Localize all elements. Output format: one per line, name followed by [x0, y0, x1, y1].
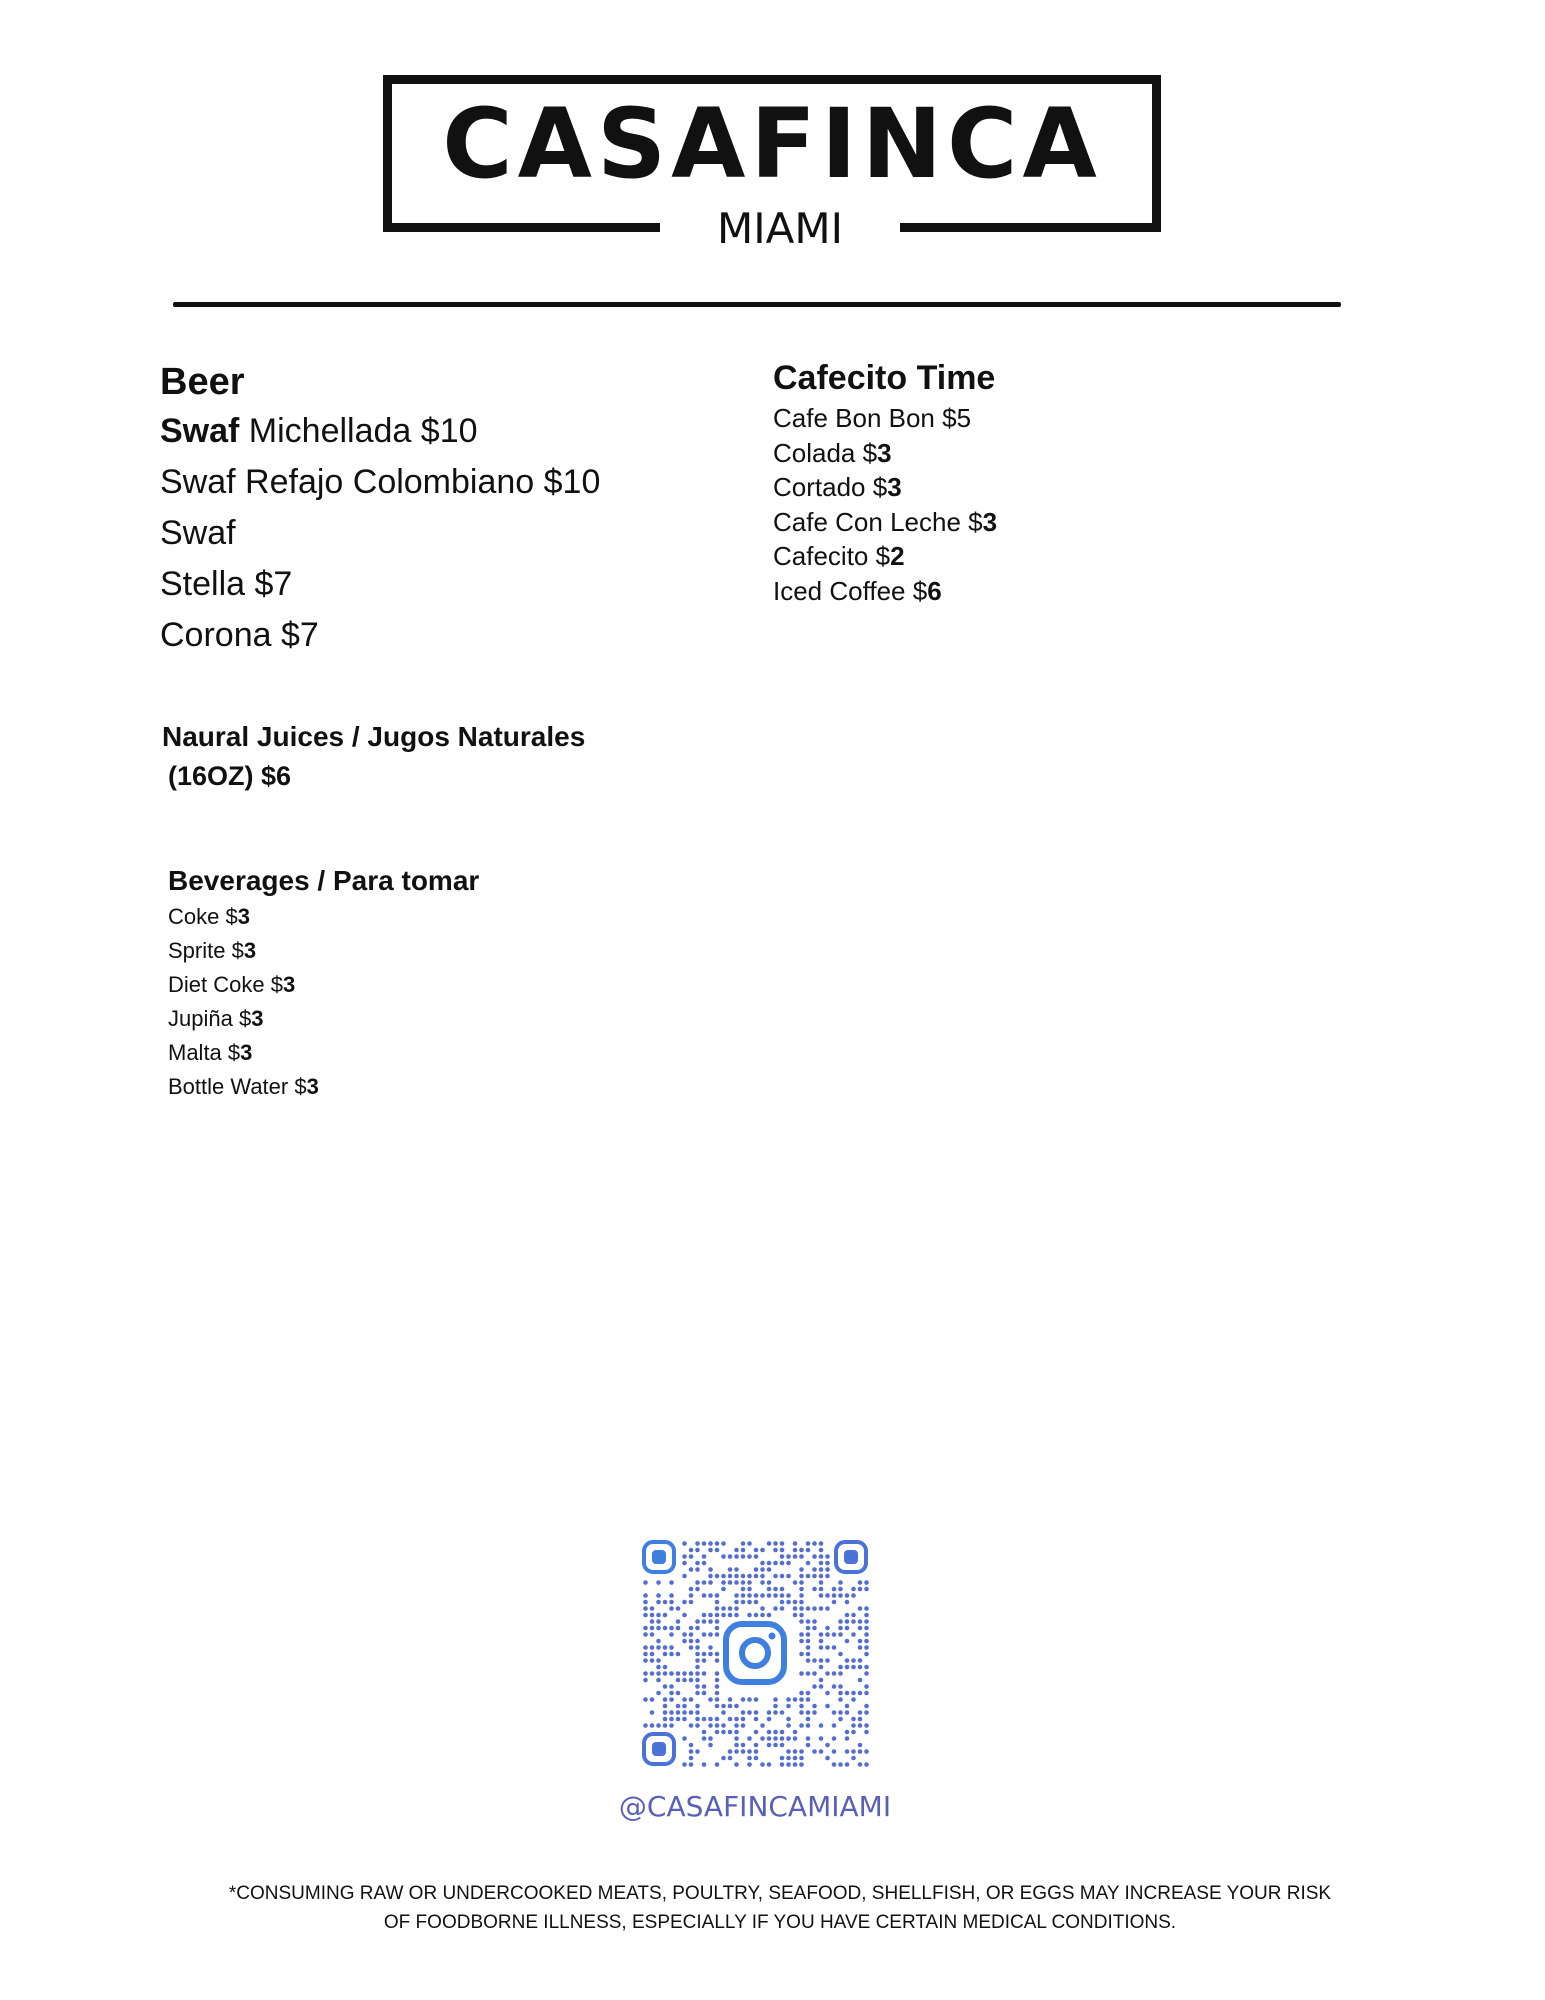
beverage-price: 3 — [251, 1006, 264, 1031]
beverage-item — [168, 968, 479, 1002]
qr-finder-top-right — [836, 1542, 866, 1572]
juices-heading: Naural Juices / Jugos Naturales — [162, 721, 586, 752]
beverage-item — [168, 1036, 479, 1070]
beverage-price: 3 — [240, 1040, 253, 1065]
beer-item-text: Swaf — [160, 514, 236, 552]
beverage-item — [168, 1070, 479, 1104]
juices-price: (16OZ) $6 — [168, 761, 292, 791]
instagram-handle: @CASAFINCAMIAMI — [618, 1790, 892, 1823]
cafecito-name: Cafe Bon Bon $5 — [773, 403, 972, 433]
beer-item — [160, 559, 600, 610]
cafecito-price: 2 — [890, 541, 905, 571]
cafecito-item — [773, 574, 997, 609]
beverage-name: Malta $ — [168, 1040, 241, 1065]
cafecito-price: 6 — [927, 575, 942, 606]
beverage-name: Diet Coke $ — [168, 972, 283, 997]
instagram-qr-code[interactable] — [640, 1538, 870, 1768]
food-safety-disclaimer — [180, 1879, 1380, 1937]
disclaimer-line: *CONSUMING RAW OR UNDERCOOKED MEATS, POULTRY, SEAFOOD, SHELLFISH, OR EGGS MAY INCREASE YOUR RISK — [228, 1883, 1332, 1904]
cafecito-section — [773, 355, 997, 608]
beer-item-text: Stella $7 — [160, 565, 293, 603]
qr-finder-bottom-left — [644, 1734, 674, 1764]
beverage-name: Sprite $ — [168, 938, 244, 963]
beer-item-text: Michellada $10 — [239, 412, 478, 450]
logo-subtitle: MIAMI — [717, 204, 843, 253]
beer-item-brand: Swaf — [160, 412, 240, 450]
cafecito-item — [773, 401, 997, 436]
beverage-price: 3 — [282, 972, 296, 997]
beverage-name: Jupiña $ — [168, 1006, 252, 1031]
cafecito-price: 3 — [877, 437, 892, 468]
beverage-name: Coke $ — [168, 904, 238, 929]
cafecito-item — [773, 505, 997, 540]
cafecito-name: Cafecito $ — [773, 541, 891, 571]
cafecito-name: Cafe Con Leche $ — [773, 506, 983, 537]
beverage-item — [168, 934, 479, 968]
beverage-price: 3 — [306, 1074, 319, 1099]
juices-section — [162, 717, 585, 795]
beverages-section — [168, 862, 479, 1104]
beer-item — [160, 457, 600, 508]
cafecito-price: 3 — [887, 472, 902, 502]
qr-finder-top-left — [644, 1542, 674, 1572]
cafecito-item — [773, 539, 997, 574]
beer-item-text: Corona $7 — [160, 616, 319, 654]
beverage-item — [168, 900, 479, 934]
beverage-price: 3 — [237, 904, 250, 929]
cafecito-item — [773, 436, 997, 471]
cafecito-name: Colada $ — [773, 437, 878, 468]
beverage-name: Bottle Water $ — [168, 1074, 307, 1099]
logo-frame-bottom-left — [383, 223, 660, 232]
beverages-heading: Beverages / Para tomar — [168, 865, 480, 896]
cafecito-item — [773, 470, 997, 505]
beer-item — [160, 610, 600, 661]
disclaimer-line: OF FOODBORNE ILLNESS, ESPECIALLY IF YOU HAVE CERTAIN MEDICAL CONDITIONS. — [383, 1912, 1177, 1933]
cafecito-heading: Cafecito Time — [773, 359, 996, 397]
cafecito-name: Cortado $ — [773, 472, 888, 502]
cafecito-name: Iced Coffee $ — [773, 575, 928, 606]
cafecito-price: 3 — [982, 506, 998, 537]
beer-heading: Beer — [160, 361, 245, 403]
logo-title: CASAFINCA — [442, 88, 1102, 200]
beer-item — [160, 508, 600, 559]
header-divider — [173, 302, 1341, 307]
beverage-item — [168, 1002, 479, 1036]
beer-section — [160, 358, 600, 661]
beer-item — [160, 406, 600, 457]
logo-frame-bottom-right — [900, 223, 1161, 232]
beer-item-text: Swaf Refajo Colombiano $10 — [160, 463, 601, 501]
beverage-price: 3 — [243, 938, 257, 963]
